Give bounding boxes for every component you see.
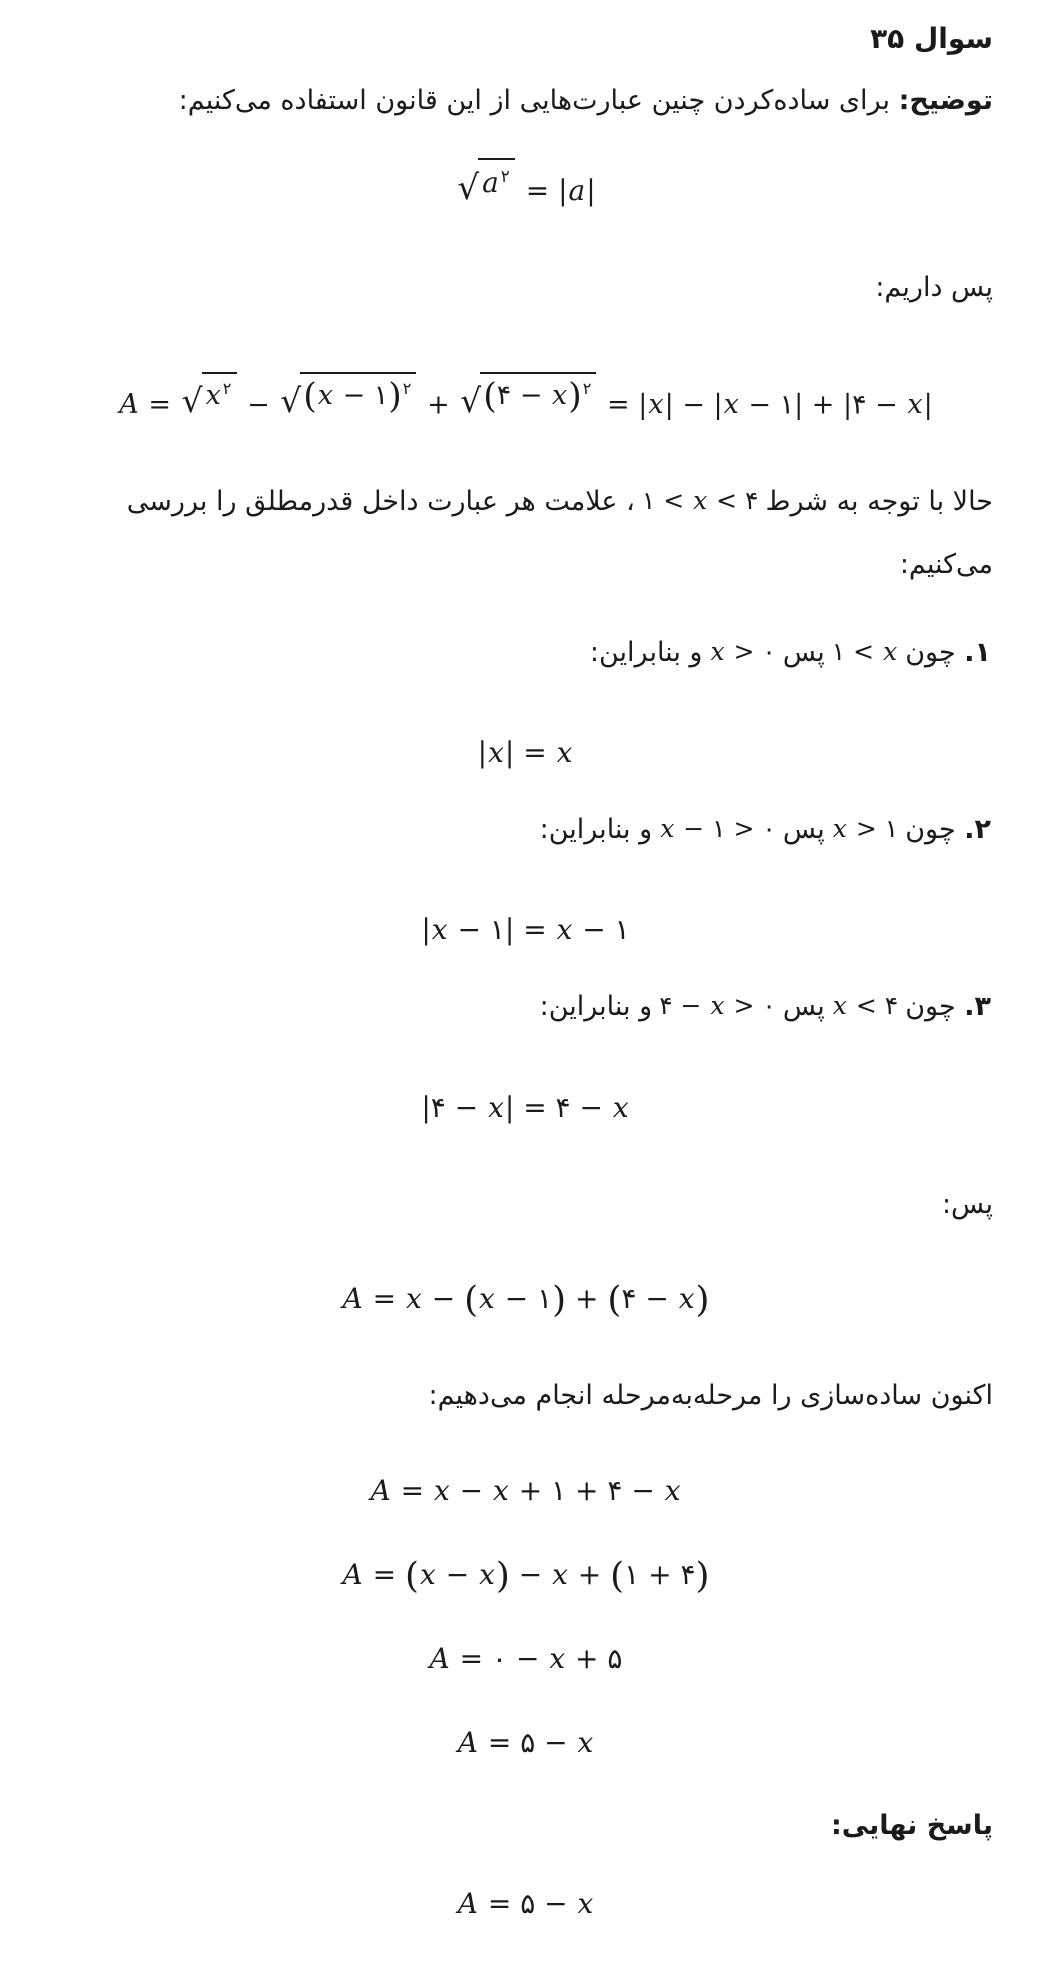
condition-paragraph	[58, 470, 993, 597]
explanation-lead: توضیح:	[898, 85, 993, 116]
item-pre: چون	[905, 636, 956, 668]
item-post: و بنابراین:	[539, 814, 653, 846]
item-number: ۳.	[964, 991, 991, 1023]
condition-inline-math: ۱ < x < ۴	[641, 485, 759, 515]
item-number: ۱.	[964, 636, 991, 668]
step-3-formula: A = ۰ − x + ۵	[429, 1641, 623, 1675]
case-1-formula: |x| = x	[477, 736, 573, 770]
item-number: ۲.	[964, 814, 991, 846]
item-mid: پس	[782, 814, 825, 846]
simplify-text: اکنون ساده‌سازی را مرحله‌به‌مرحله انجام می‌دهیم:	[428, 1380, 993, 1412]
step-1-formula: A = x − x + ۱ + ۴ − x	[370, 1473, 681, 1507]
item-pre: چون	[905, 991, 956, 1023]
final-answer-formula: A = ۵ − x	[457, 1886, 594, 1920]
item-post: و بنابراین:	[589, 636, 703, 668]
item-inline-math-1: x < ۴	[832, 991, 899, 1021]
explanation-text: برای ساده‌کردن چنین عبارت‌هایی از این قانون استفاده می‌کنیم:	[178, 85, 899, 116]
final-answer-label: پاسخ نهایی:	[830, 1809, 993, 1841]
item-mid: پس	[782, 636, 825, 668]
expansion-formula: A = √ x $^۲$ − √ (x − ۱)$^۲$ + √ (۴ − x)$^۲$ = |x| − |x − ۱| + |۴ − x|	[58, 372, 993, 426]
item-inline-math-2: ۴ − x > ۰	[659, 991, 776, 1021]
case-item-2	[148, 804, 993, 855]
case-2-formula: |x − ۱| = x − ۱	[421, 913, 630, 947]
substitution-formula: A = x − (x − ۱) + (۴ − x)	[342, 1279, 710, 1321]
case-item-1	[148, 627, 993, 678]
step-4-formula: A = ۵ − x	[457, 1725, 594, 1759]
item-mid: پس	[782, 991, 825, 1023]
condition-pre: حالا با توجه به شرط	[765, 485, 993, 517]
sqrt-rule-formula: √ a $^۲$ = |a|	[58, 158, 993, 212]
then-we-have-text: پس داریم:	[875, 272, 993, 304]
case-3-formula: |۴ − x| = ۴ − x	[421, 1090, 629, 1124]
item-inline-math-1: x > ۱	[832, 814, 899, 844]
item-inline-math-1: ۱ < x	[831, 636, 898, 666]
condition-post: ، علامت هر عبارت داخل قدرمطلق را بررسی می‌کنیم:	[126, 485, 993, 581]
question-title: سوال ۳۵	[870, 22, 993, 55]
item-post: و بنابراین:	[539, 991, 653, 1023]
item-inline-math-2: x − ۱ > ۰	[660, 814, 776, 844]
so-text: پس:	[941, 1188, 993, 1220]
case-item-3	[148, 981, 993, 1032]
item-pre: چون	[905, 814, 956, 846]
item-inline-math-2: x > ۰	[710, 636, 776, 666]
step-2-formula: A = (x − x) − x + (۱ + ۴)	[342, 1555, 710, 1597]
explanation-paragraph	[58, 69, 993, 132]
